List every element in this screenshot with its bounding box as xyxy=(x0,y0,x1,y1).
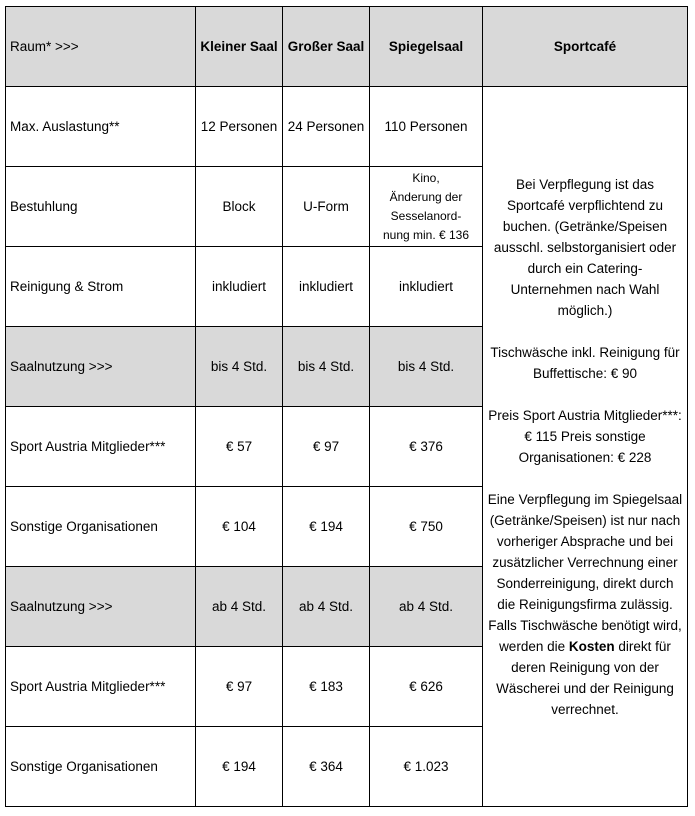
cell-kleiner: 12 Personen xyxy=(196,87,283,167)
kosten-bold: Kosten xyxy=(568,638,615,654)
cell-grosser: € 97 xyxy=(283,407,370,487)
cell-kleiner: € 97 xyxy=(196,647,283,727)
header-row xyxy=(6,7,688,87)
cell-spiegel: € 1.023 xyxy=(370,727,483,807)
header-kleiner-saal: Kleiner Saal xyxy=(196,7,283,87)
cell-spiegel: Kino, Änderung der Sesselanord- nung min. € 136 xyxy=(370,167,483,247)
cell-kleiner: inkludiert xyxy=(196,247,283,327)
sportcafe-info xyxy=(483,87,688,807)
row-label: Sonstige Organisationen xyxy=(6,727,196,807)
cell-grosser: ab 4 Std. xyxy=(283,567,370,647)
cell-grosser: bis 4 Std. xyxy=(283,327,370,407)
cell-grosser: inkludiert xyxy=(283,247,370,327)
price-table xyxy=(5,6,688,807)
cell-spiegel: bis 4 Std. xyxy=(370,327,483,407)
cell-kleiner: ab 4 Std. xyxy=(196,567,283,647)
cell-spiegel: 110 Personen xyxy=(370,87,483,167)
cell-spiegel: ab 4 Std. xyxy=(370,567,483,647)
sportcafe-tischwaesche: Tischwäsche inkl. Reinigung für Buffettische: € 90 xyxy=(490,344,680,381)
row-label: Saalnutzung >>> xyxy=(6,327,196,407)
row-auslastung xyxy=(6,87,688,167)
row-label: Sport Austria Mitglieder*** xyxy=(6,647,196,727)
header-spiegelsaal: Spiegelsaal xyxy=(370,7,483,87)
header-room: Raum* >>> xyxy=(6,7,196,87)
cell-spiegel: € 750 xyxy=(370,487,483,567)
cell-grosser: € 194 xyxy=(283,487,370,567)
sportcafe-spiegelsaal-note: Eine Verpflegung im Spiegelsaal (Getränke/Speisen) ist nur nach vorheriger Absprache und bei zusätzlicher Verrechnung einer Sonderreinigung, direkt durch die Reinigungsfirma zulässig. Falls Tischwäsche benötigt wird, werden die Kosten direkt für deren Reinigung von der Wäscherei und der Reinigung verrechnet. xyxy=(487,491,683,717)
cell-grosser: U-Form xyxy=(283,167,370,247)
cell-kleiner: € 194 xyxy=(196,727,283,807)
row-label: Sonstige Organisationen xyxy=(6,487,196,567)
row-label: Saalnutzung >>> xyxy=(6,567,196,647)
cell-spiegel: € 376 xyxy=(370,407,483,487)
cell-grosser: 24 Personen xyxy=(283,87,370,167)
cell-spiegel: € 626 xyxy=(370,647,483,727)
header-grosser-saal: Großer Saal xyxy=(283,7,370,87)
sportcafe-preise: Preis Sport Austria Mitglieder***: € 115 Preis sonstige Organisationen: € 228 xyxy=(488,407,682,465)
row-label: Bestuhlung xyxy=(6,167,196,247)
cell-kleiner: € 104 xyxy=(196,487,283,567)
row-label: Max. Auslastung** xyxy=(6,87,196,167)
row-label: Sport Austria Mitglieder*** xyxy=(6,407,196,487)
cell-kleiner: bis 4 Std. xyxy=(196,327,283,407)
cell-kleiner: € 57 xyxy=(196,407,283,487)
row-label: Reinigung & Strom xyxy=(6,247,196,327)
sportcafe-verpflegung: Bei Verpflegung ist das Sportcafé verpflichtend zu buchen. (Getränke/Speisen ausschl. selbstorganisiert oder durch ein Catering-Unternehmen nach Wahl möglich.) xyxy=(493,176,677,318)
header-sportcafe: Sportcafé xyxy=(483,7,688,87)
cell-spiegel: inkludiert xyxy=(370,247,483,327)
cell-grosser: € 364 xyxy=(283,727,370,807)
cell-kleiner: Block xyxy=(196,167,283,247)
cell-grosser: € 183 xyxy=(283,647,370,727)
